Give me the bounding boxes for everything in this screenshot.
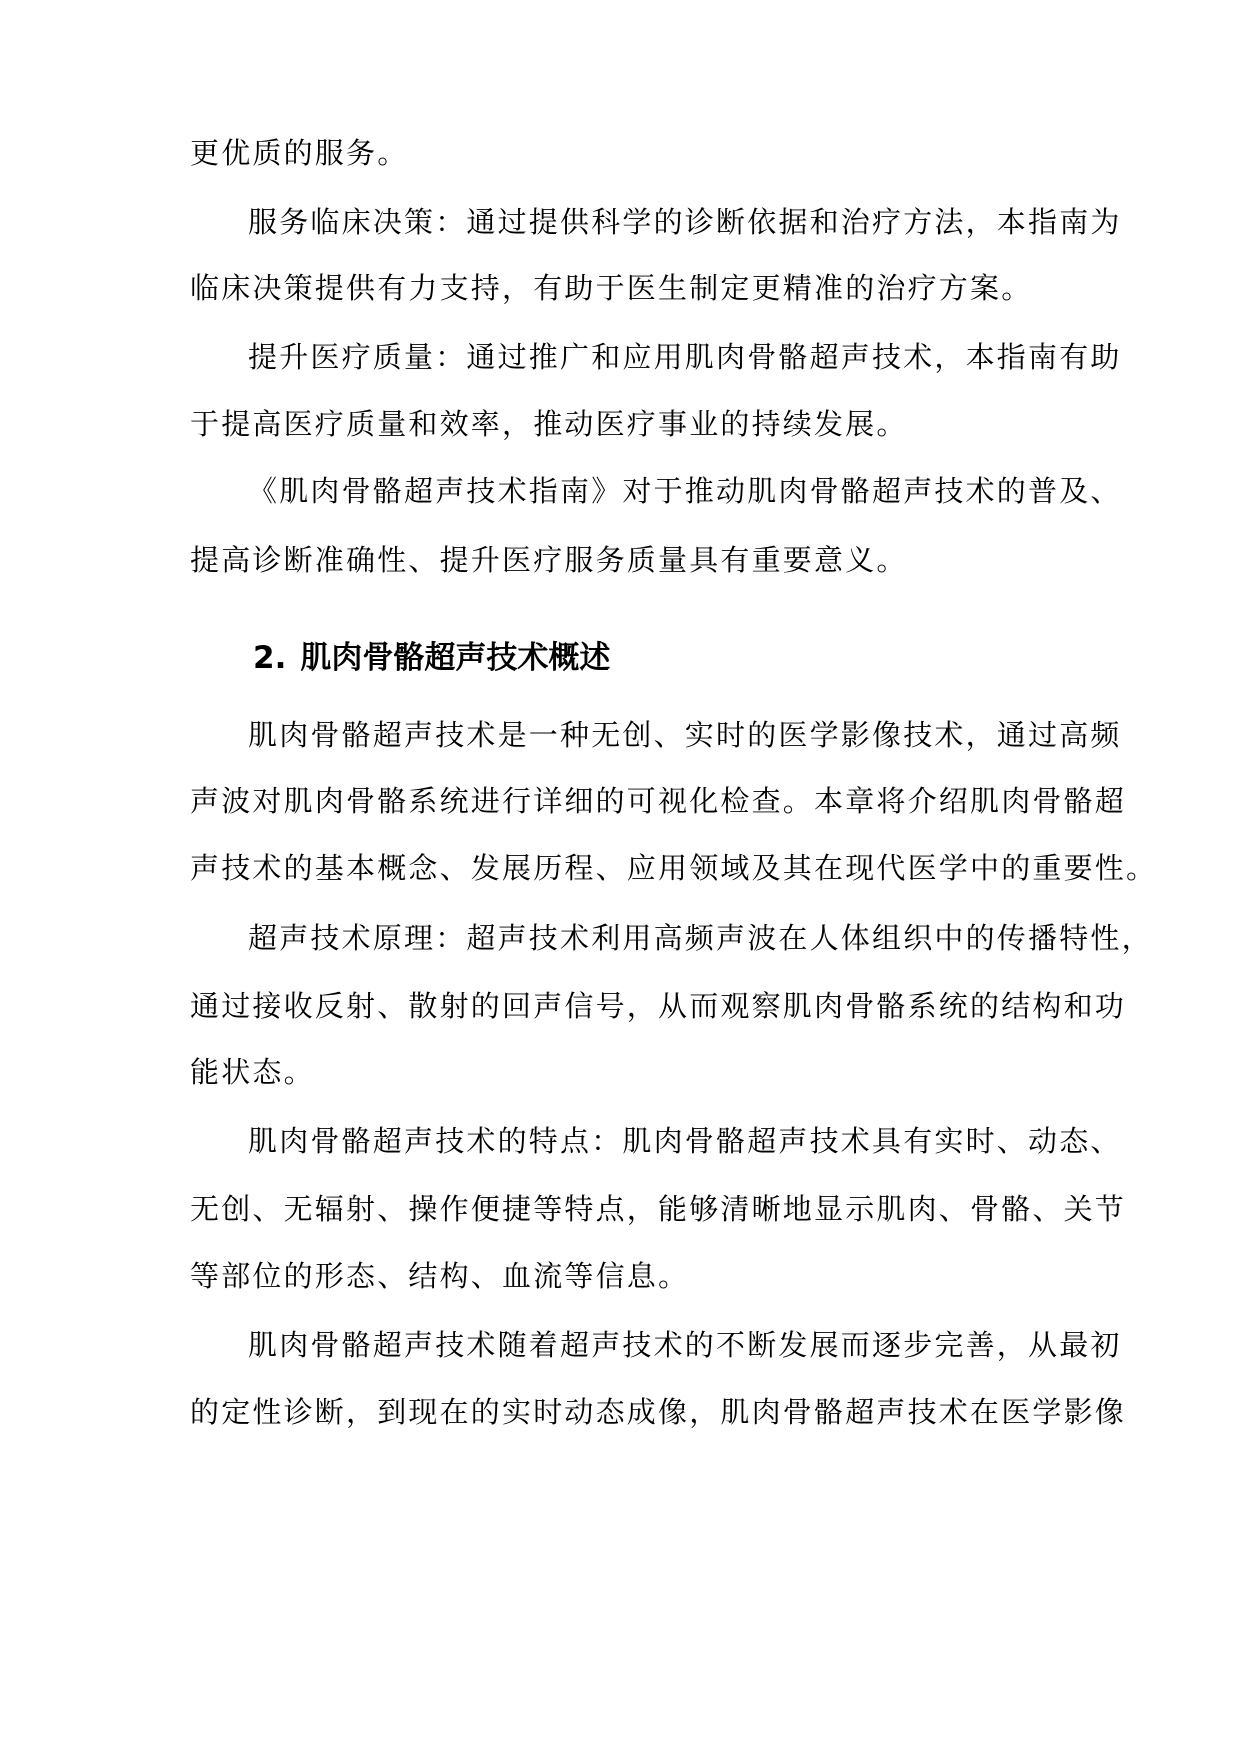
- section-heading: [253, 637, 610, 679]
- paragraph-line: 提升医疗质量：通过推广和应用肌肉骨骼超声技术，本指南有助: [248, 340, 1122, 374]
- paragraph-line: 《肌肉骨骼超声技术指南》对于推动肌肉骨骼超声技术的普及、: [248, 474, 1122, 508]
- paragraph-line: 声技术的基本概念、发展历程、应用领域及其在现代医学中的重要性。: [190, 851, 1158, 885]
- paragraph-line: 服务临床决策：通过提供科学的诊断依据和治疗方法，本指南为: [248, 205, 1122, 239]
- paragraph-line: 超声技术原理：超声技术利用高频声波在人体组织中的传播特性，: [248, 921, 1153, 955]
- paragraph-line: 更优质的服务。: [190, 136, 409, 170]
- paragraph-line: 肌肉骨骼超声技术随着超声技术的不断发展而逐步完善，从最初: [248, 1328, 1122, 1362]
- paragraph-line: 肌肉骨骼超声技术是一种无创、实时的医学影像技术，通过高频: [248, 718, 1122, 752]
- paragraph-line: 于提高医疗质量和效率，推动医疗事业的持续发展。: [190, 407, 908, 441]
- paragraph-line: 肌肉骨骼超声技术的特点：肌肉骨骼超声技术具有实时、动态、: [248, 1124, 1122, 1158]
- paragraph-line: 临床决策提供有力支持，有助于医生制定更精准的治疗方案。: [190, 271, 1033, 305]
- paragraph-line: 通过接收反射、散射的回声信号，从而观察肌肉骨骼系统的结构和功: [190, 989, 1127, 1023]
- paragraph-line: 能状态。: [190, 1055, 315, 1089]
- paragraph-line: 的定性诊断，到现在的实时动态成像，肌肉骨骼超声技术在医学影像: [190, 1395, 1127, 1429]
- paragraph-line: 等部位的形态、结构、血流等信息。: [190, 1259, 690, 1293]
- paragraph-line: 提高诊断准确性、提升医疗服务质量具有重要意义。: [190, 543, 908, 577]
- section-number: 2.: [253, 640, 287, 676]
- paragraph-line: 声波对肌肉骨骼系统进行详细的可视化检查。本章将介绍肌肉骨骼超: [190, 784, 1127, 818]
- section-title: 肌肉骨骼超声技术概述: [300, 640, 611, 676]
- paragraph-line: 无创、无辐射、操作便捷等特点，能够清晰地显示肌肉、骨骼、关节: [190, 1192, 1127, 1226]
